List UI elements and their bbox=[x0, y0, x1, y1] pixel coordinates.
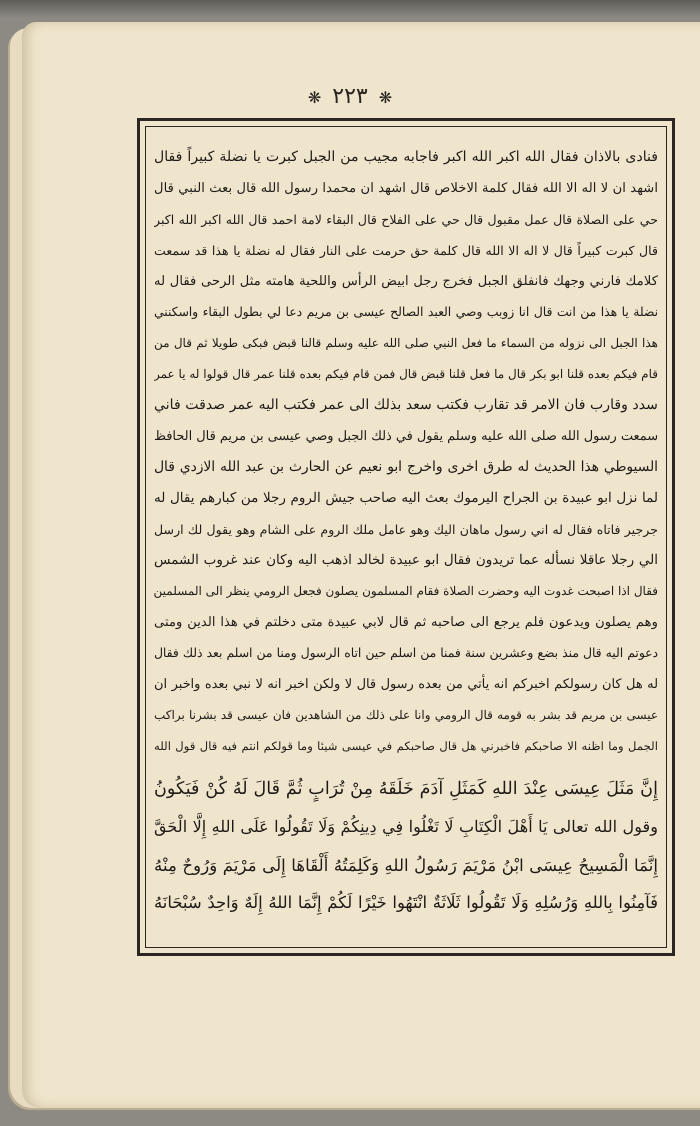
text-line: قال كبرت كبيراً قال لا اله الا الله قال كلمة حق حرمت على النار فقال له نضلة يا هذا قد سمعت bbox=[154, 243, 658, 258]
text-line: كلامك فارني وجهك فانفلق الجبل فخرج رجل ابيض الرأس واللحية هامته مثل الرحى فقال له bbox=[154, 274, 658, 289]
text-block bbox=[154, 142, 658, 922]
verse-line: إِنَّ مَثَلَ عِيسَى عِنْدَ اللهِ كَمَثَلِ آدَمَ خَلَقَهُ مِنْ تُرَابٍ ثُمَّ قَالَ لَهُ كُنْ فَيَكُونُ bbox=[154, 779, 658, 799]
page-number-value: ٢٢٣ bbox=[332, 84, 368, 109]
text-line: فنادى بالاذان فقال الله اكبر الله اكبر فاجابه مجيب من الجبل كبرت يا نضلة كبيراً فقال bbox=[154, 149, 658, 165]
ornament-right-icon: ❋ bbox=[378, 87, 393, 107]
text-line: عيسى بن مريم قد بشر به قومه قال الرومي وانا على ذلك من الشاهدين فان عيسى قد بشرنا براكب bbox=[154, 708, 658, 722]
verse-line: إِنَّمَا الْمَسِيحُ عِيسَى ابْنُ مَرْيَمَ رَسُولُ اللهِ وَكَلِمَتُهُ أَلْقَاهَا إِلَى مَرْيَمَ وَرُوحٌ مِنْهُ bbox=[154, 855, 658, 875]
ornament-left-icon: ❋ bbox=[307, 87, 322, 107]
text-line: سدد وقارب فان الامر قد تقارب فكتب سعد بذلك الى عمر فكتب اليه عمر صدقت فاني bbox=[154, 397, 658, 413]
text-line: نضلة يا هذا من انت قال انا زوبب وصي العبد الصالح عيسى بن مريم دعا لي بطول البقاء واسكنني bbox=[154, 305, 658, 319]
verse-text bbox=[154, 770, 658, 922]
text-line: قام فيكم بعده قلنا ابو بكر قال ما فعل قلنا قبض قال فمن قام فيكم بعده قلنا عمر قال قولوا له يا عمر bbox=[154, 367, 658, 381]
text-line: وهم يصلون ويدعون فلم يرجع الى صاحبه ثم قال لابي عبيدة متى دخلتم في هذا الدين ومتى bbox=[154, 615, 658, 630]
prose-text bbox=[154, 142, 658, 762]
scan-edge bbox=[0, 0, 700, 18]
text-line: جرجير فاتاه فقال له اني رسول ماهان اليك وهو عامل ملك الروم على الشام وهو يقول لك ارسل bbox=[154, 522, 658, 537]
text-line: اشهد ان لا اله الا الله فقال كلمة الاخلاص قال اشهد ان محمدا رسول الله قال بعث النبي قال bbox=[154, 181, 658, 196]
page-number bbox=[0, 84, 700, 109]
verse-line: وقول الله تعالى يَا أَهْلَ الْكِتَابِ لَا تَغْلُوا فِي دِينِكُمْ وَلَا تَقُولُوا عَلَى اللهِ إِلَّا الْحَقَّ bbox=[154, 817, 658, 836]
text-line: الي رجلا عاقلا نسأله عما تريدون فقال ابو عبيدة لخالد اذهب اليه وكان عند غروب الشمس bbox=[154, 552, 658, 568]
text-line: سمعت رسول الله صلى الله عليه وسلم يقول في ذلك الجبل وصي عيسى بن مريم قال الحافظ bbox=[154, 429, 658, 444]
text-line: له هل كان رسولكم اخبركم انه يأتي من بعده رسول قال لا ولكن اخبر انه لا نبي بعده واخبر ان bbox=[154, 677, 658, 692]
text-line: لما نزل ابو عبيدة بن الجراح اليرموك بعث اليه صاحب جيش الروم رجلا من كبارهم يقال له bbox=[154, 490, 658, 506]
text-line: دعوتم اليه قال منذ بضع وعشرين سنة فمنا من اسلم حين اتاه الرسول ومنا من اسلم بعد ذلك فقال bbox=[154, 646, 658, 660]
text-line: حي على الصلاة قال عمل مقبول قال حي على الفلاح قال البقاء لامة احمد قال الله اكبر الله اكبر bbox=[154, 212, 658, 227]
text-line: فقال اذا اصبحت غدوت اليه وحضرت الصلاة فقام المسلمون يصلون فجعل الرومي ينظر الى المسلمين bbox=[154, 584, 658, 598]
text-line: هذا الجبل الى نزوله من السماء ما فعل النبي صلى الله عليه وسلم قالنا قبض فبكى طويلا ثم قال من bbox=[154, 336, 658, 350]
verse-line: فَآمِنُوا بِاللهِ وَرُسُلِهِ وَلَا تَقُولُوا ثَلَاثَةٌ انْتَهُوا خَيْرًا لَكُمْ إِنَّمَا اللهُ إِلَهٌ وَاحِدٌ سُبْحَانَهُ bbox=[154, 893, 658, 912]
text-line: السيوطي هذا الحديث له طرق اخرى واخرج ابو نعيم عن الحارث بن عبد الله الازدي قال bbox=[154, 459, 658, 475]
text-line: الجمل وما اظنه الا صاحبكم فاخبرني هل قال صاحبكم في عيسى شيئا وما قولكم انتم فيه قال قول الله bbox=[154, 739, 658, 753]
